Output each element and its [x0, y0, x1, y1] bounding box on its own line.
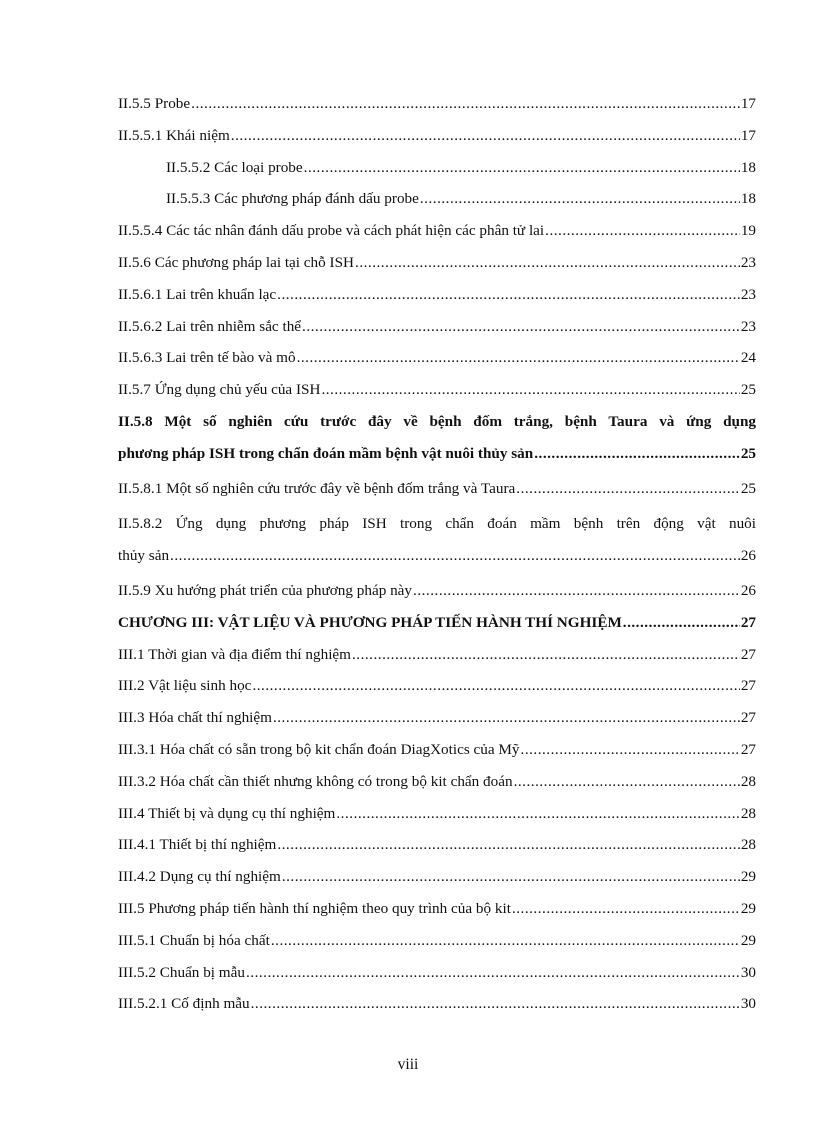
toc-entry: [118, 705, 756, 737]
toc-entry-page: 29: [740, 931, 756, 949]
toc-entry-title: III.3 Hóa chất thí nghiệm: [118, 709, 272, 727]
toc-leader-dots: [246, 963, 740, 983]
toc-entry: [118, 864, 756, 896]
toc-entry-title: III.4 Thiết bị và dụng cụ thí nghiệm: [118, 804, 336, 822]
toc-entry: [118, 91, 756, 123]
toc-entry-title: II.5.6.3 Lai trên tế bào và mô: [118, 349, 296, 367]
toc-entry: [118, 673, 756, 705]
toc-leader-dots: [302, 317, 740, 337]
toc-leader-dots: [336, 804, 739, 824]
toc-entry-page: 25: [740, 479, 756, 497]
toc-entry-page: 30: [740, 995, 756, 1013]
toc-entry-page: 17: [740, 126, 756, 144]
toc-leader-dots: [512, 899, 740, 919]
toc-entry-title: II.5.5.1 Khái niệm: [118, 126, 230, 144]
toc-entry-page: 27: [740, 677, 756, 695]
toc-leader-dots: [252, 676, 739, 696]
toc-entry-title: II.5.5.3 Các phương pháp đánh dấu probe: [166, 190, 419, 208]
page-number-footer: viii: [397, 1056, 419, 1073]
toc-entry: [118, 801, 756, 833]
toc-leader-dots: [352, 645, 740, 665]
toc-leader-dots: [282, 867, 740, 887]
toc-entry-page: 18: [740, 158, 756, 176]
toc-entry-title: III.3.1 Hóa chất có sẵn trong bộ kit chẩn đoán DiagXotics của Mỹ: [118, 740, 520, 758]
toc-leader-dots: [297, 348, 740, 368]
toc-entry-page: 30: [740, 963, 756, 981]
toc-leader-dots: [355, 253, 740, 273]
toc-leader-dots: [514, 772, 740, 792]
toc-entry: [118, 642, 756, 674]
toc-entry-title-line1: II.5.8.2 Ứng dụng phương pháp ISH trong chẩn đoán mầm bệnh trên động vật nuôi: [118, 515, 756, 533]
toc-entry: [118, 769, 756, 801]
toc-entry: [118, 511, 756, 578]
toc-entry: [118, 991, 756, 1023]
toc-entry-title: III.5 Phương pháp tiến hành thí nghiệm theo quy trình của bộ kit: [118, 899, 511, 917]
toc-entry: [118, 578, 756, 610]
toc-entry: [118, 218, 756, 250]
toc-entry-title: II.5.5.4 Các tác nhân đánh dấu probe và cách phát hiện các phân tử lai: [118, 222, 545, 240]
toc-entry-page: 25: [740, 381, 756, 399]
toc-entry: [118, 155, 756, 187]
toc-entry-page: 17: [740, 95, 756, 112]
toc-entry-page: 29: [740, 899, 756, 917]
toc-entry-page: 28: [740, 836, 756, 854]
toc-entry-title: II.5.6 Các phương pháp lai tại chỗ ISH: [118, 253, 355, 271]
toc-entry-title: II.5.5 Probe: [118, 95, 191, 112]
toc-entry-title-line1: II.5.8 Một số nghiên cứu trước đây về bệnh đốm trắng, bệnh Taura và ứng dụng: [118, 412, 756, 430]
toc-entry-title: III.2 Vật liệu sinh học: [118, 677, 252, 695]
toc-leader-dots: [231, 126, 740, 146]
toc-leader-dots: [271, 931, 740, 951]
toc-entry-title: CHƯƠNG III: VẬT LIỆU VÀ PHƯƠNG PHÁP TIẾN HÀNH THÍ NGHIỆM: [118, 613, 622, 631]
toc-entry-title: II.5.8.1 Một số nghiên cứu trước đây về bệnh đốm trắng và Taura: [118, 479, 516, 497]
toc-entry: [118, 123, 756, 155]
toc-entry-title-line2: thủy sản: [118, 547, 170, 565]
toc-entry-page: 23: [740, 317, 756, 335]
toc-entry-title: III.5.2 Chuẩn bị mẫu: [118, 963, 245, 981]
toc-leader-dots: [170, 546, 740, 566]
toc-entry-page: 18: [740, 190, 756, 208]
toc-entry-page: 29: [740, 868, 756, 886]
toc-entry-title: III.5.1 Chuẩn bị hóa chất: [118, 931, 270, 949]
toc-entry-page: 19: [740, 222, 756, 240]
toc-leader-dots: [304, 158, 740, 178]
toc-entry: [118, 250, 756, 282]
toc-entry-page: 27: [740, 645, 756, 663]
toc-chapter-entry: [118, 610, 756, 642]
toc-leader-dots: [277, 285, 740, 305]
toc-entry: [118, 377, 756, 409]
toc-entry: [118, 282, 756, 314]
toc-leader-dots: [277, 835, 739, 855]
toc-entry: [118, 896, 756, 928]
toc-entry-title: III.4.2 Dụng cụ thí nghiệm: [118, 868, 281, 886]
toc-leader-dots: [420, 189, 740, 209]
toc-entry-page: 23: [740, 253, 756, 271]
toc-entry-title: II.5.6.2 Lai trên nhiễm sắc thể: [118, 317, 302, 335]
toc-entry-title: II.5.5.2 Các loại probe: [166, 158, 303, 176]
toc-leader-dots: [413, 581, 740, 601]
toc-leader-dots: [321, 380, 739, 400]
toc-leader-dots: [273, 708, 740, 728]
toc-entry-page: 27: [740, 709, 756, 727]
toc-entry: [118, 476, 756, 508]
toc-entry: [118, 314, 756, 346]
toc-leader-dots: [251, 994, 740, 1014]
toc-entry-page: 27: [740, 740, 756, 758]
toc-leader-dots: [516, 479, 740, 499]
toc-entry: [118, 960, 756, 992]
toc-entry-title: II.5.6.1 Lai trên khuẩn lạc: [118, 285, 277, 303]
toc-entry-page: 28: [740, 772, 756, 790]
toc-entry-title: II.5.9 Xu hướng phát triển của phương pháp này: [118, 581, 413, 599]
toc-leader-dots: [545, 221, 740, 241]
toc-entry: [118, 737, 756, 769]
toc-leader-dots: [623, 613, 740, 633]
toc-entry-title: II.5.7 Ứng dụng chủ yếu của ISH: [118, 381, 321, 399]
toc-leader-dots: [191, 94, 740, 114]
toc-entry-page: 24: [740, 349, 756, 367]
toc-entry-title-line2: phương pháp ISH trong chẩn đoán mầm bệnh vật nuôi thủy sản: [118, 444, 534, 462]
toc-entry: [118, 832, 756, 864]
toc-entry-page: 28: [740, 804, 756, 822]
toc-entry-title: III.3.2 Hóa chất cần thiết nhưng không có trong bộ kit chẩn đoán: [118, 772, 513, 790]
table-of-contents: [118, 91, 756, 1023]
toc-entry-page: 26: [740, 581, 756, 599]
toc-entry-page: 25: [740, 444, 756, 462]
toc-entry-page: 26: [740, 547, 756, 565]
toc-entry-title: III.5.2.1 Cố định mẫu: [118, 995, 250, 1013]
toc-entry-title: III.4.1 Thiết bị thí nghiệm: [118, 836, 277, 854]
toc-entry: [118, 409, 756, 476]
toc-leader-dots: [534, 444, 740, 464]
toc-entry: [118, 928, 756, 960]
toc-entry: [118, 345, 756, 377]
toc-leader-dots: [521, 740, 740, 760]
toc-entry-page: 23: [740, 285, 756, 303]
toc-entry-title: III.1 Thời gian và địa điểm thí nghiệm: [118, 645, 351, 663]
toc-entry-page: 27: [740, 613, 756, 631]
toc-entry: [118, 186, 756, 218]
